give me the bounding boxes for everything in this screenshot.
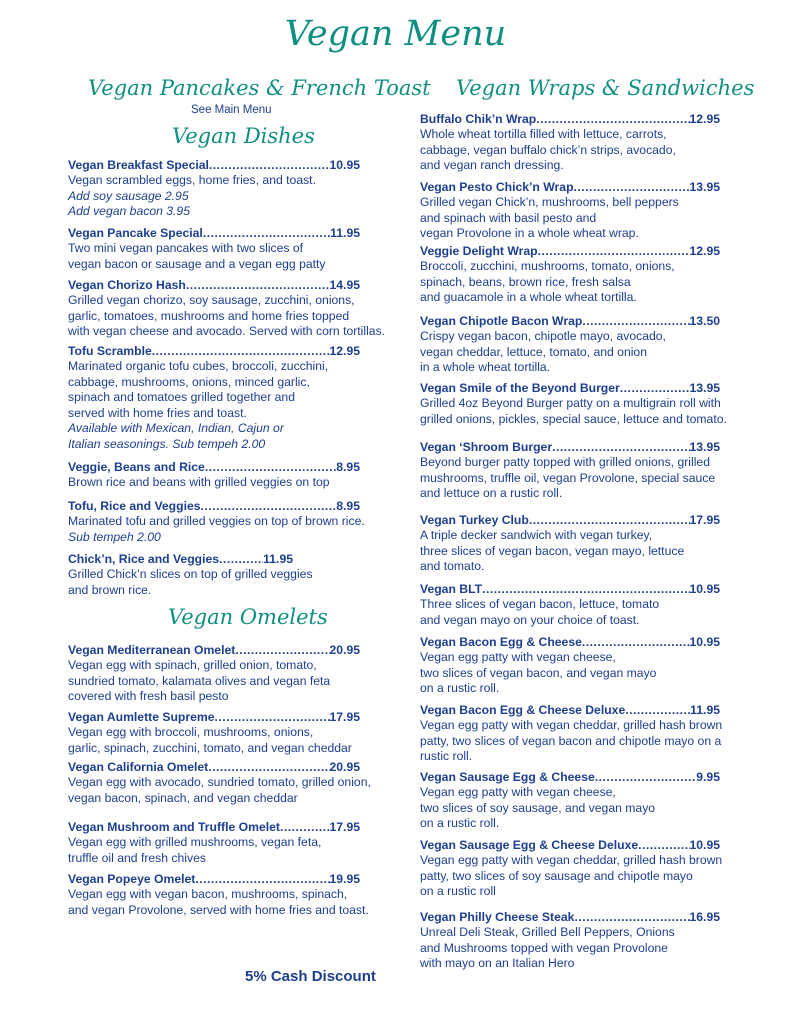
menu-item bbox=[420, 770, 720, 832]
menu-item bbox=[420, 513, 720, 575]
dot-leader bbox=[195, 872, 329, 887]
omelets-heading: Vegan Omelets bbox=[168, 605, 328, 629]
dot-leader bbox=[552, 440, 689, 455]
menu-item-description: Vegan egg with vegan bacon, mushrooms, spinach, and vegan Provolone, served with home fries and toast. bbox=[68, 887, 369, 917]
menu-item-name: Vegan Sausage Egg & Cheese bbox=[420, 770, 595, 784]
menu-item-header bbox=[420, 513, 720, 528]
dot-leader bbox=[215, 710, 330, 725]
menu-item-name: Vegan California Omelet bbox=[68, 760, 209, 774]
menu-item-header bbox=[420, 582, 720, 597]
menu-item-header bbox=[68, 278, 360, 293]
menu-item-header bbox=[420, 770, 720, 785]
wraps-heading: Vegan Wraps & Sandwiches bbox=[456, 76, 755, 100]
menu-item-price: 19.95 bbox=[329, 872, 360, 886]
dot-leader bbox=[582, 635, 690, 650]
menu-item bbox=[420, 910, 720, 972]
menu-item-price: 20.95 bbox=[329, 643, 360, 657]
menu-item-name: Veggie, Beans and Rice bbox=[68, 460, 205, 474]
menu-item-name: Vegan Mushroom and Truffle Omelet bbox=[68, 820, 280, 834]
menu-item-description: Broccoli, zucchini, mushrooms, tomato, onions, spinach, beans, brown rice, fresh salsa and guacamole in a whole wheat tortilla. bbox=[420, 259, 675, 305]
menu-item-header bbox=[420, 838, 720, 853]
menu-item-price: 17.95 bbox=[689, 513, 720, 527]
menu-item-description: A triple decker sandwich with vegan turkey, three slices of vegan bacon, vegan mayo, lettuce and tomato. bbox=[420, 528, 685, 574]
menu-item-price: 20.95 bbox=[329, 760, 360, 774]
dot-leader bbox=[638, 838, 689, 853]
menu-item bbox=[68, 499, 365, 545]
menu-item-description: Three slices of vegan bacon, lettuce, tomato and vegan mayo on your choice of toast. bbox=[420, 597, 660, 627]
pancakes-heading: Vegan Pancakes & French Toast bbox=[88, 76, 431, 100]
menu-item bbox=[420, 314, 720, 376]
menu-item-name: Vegan Chipotle Bacon Wrap bbox=[420, 314, 583, 328]
menu-item-name: Vegan Sausage Egg & Cheese Deluxe bbox=[420, 838, 639, 852]
menu-item-name: Vegan Aumlette Supreme bbox=[68, 710, 215, 724]
menu-item-name: Vegan Turkey Club bbox=[420, 513, 529, 527]
dot-leader bbox=[536, 112, 689, 127]
menu-item-description: Brown rice and beans with grilled veggies on top bbox=[68, 475, 330, 489]
dot-leader bbox=[186, 278, 330, 293]
menu-item-description: Vegan egg patty with vegan cheese, two slices of soy sausage, and vegan mayo on a rustic roll. bbox=[420, 785, 656, 831]
menu-item bbox=[420, 180, 720, 242]
menu-item-name: Vegan Breakfast Special bbox=[68, 158, 209, 172]
menu-item bbox=[68, 820, 360, 866]
menu-item-name: Vegan BLT bbox=[420, 582, 483, 596]
menu-item-name: Vegan Bacon Egg & Cheese Deluxe bbox=[420, 703, 626, 717]
menu-item-description: Two mini vegan pancakes with two slices of vegan bacon or sausage and a vegan egg patty bbox=[68, 241, 326, 271]
menu-item-description: Grilled 4oz Beyond Burger patty on a multigrain roll with grilled onions, pickles, special sauce, lettuce and tomato. bbox=[420, 396, 727, 426]
menu-item-description: Marinated organic tofu cubes, broccoli, zucchini, cabbage, mushrooms, onions, minced garlic, spinach and tomatoes grilled together and served with home fries and toast. bbox=[68, 359, 329, 420]
menu-item bbox=[420, 703, 722, 765]
menu-item-price: 13.95 bbox=[689, 180, 720, 194]
menu-item bbox=[420, 244, 720, 306]
menu-item-price: 10.95 bbox=[689, 635, 720, 649]
menu-item-header bbox=[68, 158, 360, 173]
menu-item bbox=[420, 635, 720, 697]
dot-leader bbox=[219, 552, 263, 567]
menu-item-price: 13.95 bbox=[689, 440, 720, 454]
menu-item-price: 11.95 bbox=[690, 703, 720, 717]
menu-item-header bbox=[68, 643, 360, 658]
menu-item-name: Vegan Pesto Chick’n Wrap bbox=[420, 180, 574, 194]
menu-item-price: 17.95 bbox=[329, 710, 360, 724]
menu-item bbox=[68, 460, 360, 491]
menu-item-header bbox=[420, 381, 720, 396]
menu-item-description: Vegan egg with spinach, grilled onion, tomato, sundried tomato, kalamata olives and vegan feta covered with fresh basil pesto bbox=[68, 658, 331, 704]
dot-leader bbox=[482, 582, 689, 597]
menu-item-price: 11.95 bbox=[263, 552, 293, 566]
menu-item-price: 13.95 bbox=[689, 381, 720, 395]
menu-item-header bbox=[68, 499, 360, 514]
menu-item-header bbox=[68, 872, 360, 887]
menu-item-name: Vegan Bacon Egg & Cheese bbox=[420, 635, 582, 649]
menu-item-note: Available with Mexican, Indian, Cajun or Italian seasonings. Sub tempeh 2.00 bbox=[68, 421, 284, 451]
menu-item-name: Vegan Chorizo Hash bbox=[68, 278, 186, 292]
menu-item-price: 12.95 bbox=[329, 344, 360, 358]
menu-item-header bbox=[68, 344, 360, 359]
menu-item-price: 12.95 bbox=[689, 244, 720, 258]
menu-item-price: 13.50 bbox=[689, 314, 720, 328]
menu-item-header bbox=[68, 710, 360, 725]
menu-item-name: Vegan Pancake Special bbox=[68, 226, 203, 240]
dot-leader bbox=[538, 244, 690, 259]
menu-item-note: Sub tempeh 2.00 bbox=[68, 529, 161, 544]
menu-item-name: Vegan ‘Shroom Burger bbox=[420, 440, 553, 454]
menu-item-description: Vegan egg patty with vegan cheese, two slices of vegan bacon, and vegan mayo on a rustic roll. bbox=[420, 650, 657, 696]
menu-item-name: Vegan Mediterranean Omelet bbox=[68, 643, 236, 657]
menu-item-header bbox=[420, 910, 720, 925]
menu-item-note: Add soy sausage 2.95 Add vegan bacon 3.95 bbox=[68, 188, 190, 219]
dishes-heading: Vegan Dishes bbox=[172, 124, 315, 148]
menu-item-price: 8.95 bbox=[336, 460, 360, 474]
menu-item-header bbox=[68, 552, 293, 567]
dot-leader bbox=[203, 226, 330, 241]
menu-item-price: 8.95 bbox=[336, 499, 360, 513]
dot-leader bbox=[235, 643, 329, 658]
menu-item-header bbox=[420, 180, 720, 195]
menu-item-description: Vegan egg with avocado, sundried tomato, grilled onion, vegan bacon, spinach, and vegan cheddar bbox=[68, 775, 371, 805]
dot-leader bbox=[209, 158, 330, 173]
menu-item-header bbox=[420, 244, 720, 259]
menu-item-header bbox=[420, 635, 720, 650]
menu-item-header bbox=[420, 112, 720, 127]
menu-item-description: Unreal Deli Steak, Grilled Bell Peppers, Onions and Mushrooms topped with vegan Provolone with mayo on an Italian Hero bbox=[420, 925, 675, 971]
dot-leader bbox=[152, 344, 330, 359]
menu-item-header bbox=[68, 226, 360, 241]
menu-item-description: Marinated tofu and grilled veggies on top of brown rice. bbox=[68, 514, 365, 528]
menu-item-price: 9.95 bbox=[696, 770, 720, 784]
menu-item-name: Vegan Philly Cheese Steak bbox=[420, 910, 575, 924]
menu-item bbox=[68, 710, 360, 756]
menu-item bbox=[420, 838, 722, 900]
dot-leader bbox=[620, 381, 690, 396]
dot-leader bbox=[208, 760, 329, 775]
menu-item-name: Chick’n, Rice and Veggies bbox=[68, 552, 220, 566]
menu-item-description: Vegan egg patty with vegan cheddar, grilled hash brown patty, two slices of vegan bacon and chipotle mayo on a rustic roll. bbox=[420, 718, 723, 764]
menu-item-description: Grilled vegan Chick’n, mushrooms, bell peppers and spinach with basil pesto and vegan Provolone in a whole wheat wrap. bbox=[420, 195, 679, 241]
menu-item bbox=[420, 112, 720, 174]
menu-item-price: 10.95 bbox=[689, 582, 720, 596]
menu-item-price: 12.95 bbox=[689, 112, 720, 126]
dot-leader bbox=[625, 703, 690, 718]
menu-item-description: Vegan egg with grilled mushrooms, vegan feta, truffle oil and fresh chives bbox=[68, 835, 322, 865]
menu-item bbox=[68, 278, 385, 340]
menu-item bbox=[68, 158, 360, 220]
menu-item-price: 10.95 bbox=[329, 158, 360, 172]
menu-item-description: Grilled Chick’n slices on top of grilled veggies and brown rice. bbox=[68, 567, 313, 597]
menu-item-name: Tofu Scramble bbox=[68, 344, 152, 358]
menu-item-price: 10.95 bbox=[689, 838, 720, 852]
menu-item-price: 16.95 bbox=[689, 910, 720, 924]
menu-title: Vegan Menu bbox=[284, 14, 507, 54]
pancakes-note: See Main Menu bbox=[191, 104, 272, 116]
menu-item bbox=[420, 440, 720, 502]
dot-leader bbox=[205, 460, 336, 475]
menu-item-description: Whole wheat tortilla filled with lettuce, carrots, cabbage, vegan buffalo chick’n strips, avocado, and vegan ranch dressing. bbox=[420, 127, 676, 173]
menu-item-header bbox=[68, 760, 360, 775]
menu-item bbox=[420, 381, 727, 427]
menu-item bbox=[68, 643, 360, 705]
cash-discount-note: 5% Cash Discount bbox=[245, 968, 376, 985]
menu-item-price: 11.95 bbox=[330, 226, 360, 240]
menu-item-description: Vegan egg with broccoli, mushrooms, onions, garlic, spinach, zucchini, tomato, and vegan cheddar bbox=[68, 725, 352, 755]
menu-item-description: Grilled vegan chorizo, soy sausage, zucchini, onions, garlic, tomatoes, mushrooms and home fries topped with vegan cheese and avocado. Served with corn tortillas. bbox=[68, 293, 386, 339]
menu-item-name: Vegan Smile of the Beyond Burger bbox=[420, 381, 620, 395]
dot-leader bbox=[582, 314, 689, 329]
menu-item bbox=[68, 552, 313, 598]
menu-item bbox=[68, 226, 360, 272]
menu-item bbox=[68, 760, 371, 806]
dot-leader bbox=[574, 910, 689, 925]
menu-item-description: Beyond burger patty topped with grilled onions, grilled mushrooms, truffle oil, vegan Provolone, special sauce and lettuce on a rustic roll. bbox=[420, 455, 716, 501]
menu-item-price: 17.95 bbox=[329, 820, 360, 834]
dot-leader bbox=[574, 180, 690, 195]
menu-item-header bbox=[420, 703, 720, 718]
menu-item-description: Vegan egg patty with vegan cheddar, grilled hash brown patty, two slices of soy sausage and chipotle mayo on a rustic roll bbox=[420, 853, 723, 899]
menu-item-price: 14.95 bbox=[329, 278, 360, 292]
menu-item-name: Tofu, Rice and Veggies bbox=[68, 499, 201, 513]
menu-item-header bbox=[68, 460, 360, 475]
dot-leader bbox=[595, 770, 697, 785]
menu-item-header bbox=[420, 440, 720, 455]
menu-item-name: Vegan Popeye Omelet bbox=[68, 872, 196, 886]
dot-leader bbox=[280, 820, 330, 835]
menu-item bbox=[68, 344, 360, 453]
menu-item-name: Veggie Delight Wrap bbox=[420, 244, 538, 258]
menu-item-description: Crispy vegan bacon, chipotle mayo, avocado, vegan cheddar, lettuce, tomato, and onion in a whole wheat tortilla. bbox=[420, 329, 666, 375]
menu-item bbox=[420, 582, 720, 628]
menu-item-header bbox=[68, 820, 360, 835]
menu-item-name: Buffalo Chik’n Wrap bbox=[420, 112, 537, 126]
menu-item-header bbox=[420, 314, 720, 329]
dot-leader bbox=[201, 499, 337, 514]
dot-leader bbox=[529, 513, 690, 528]
menu-item bbox=[68, 872, 369, 918]
menu-item-description: Vegan scrambled eggs, home fries, and toast. bbox=[68, 173, 316, 187]
